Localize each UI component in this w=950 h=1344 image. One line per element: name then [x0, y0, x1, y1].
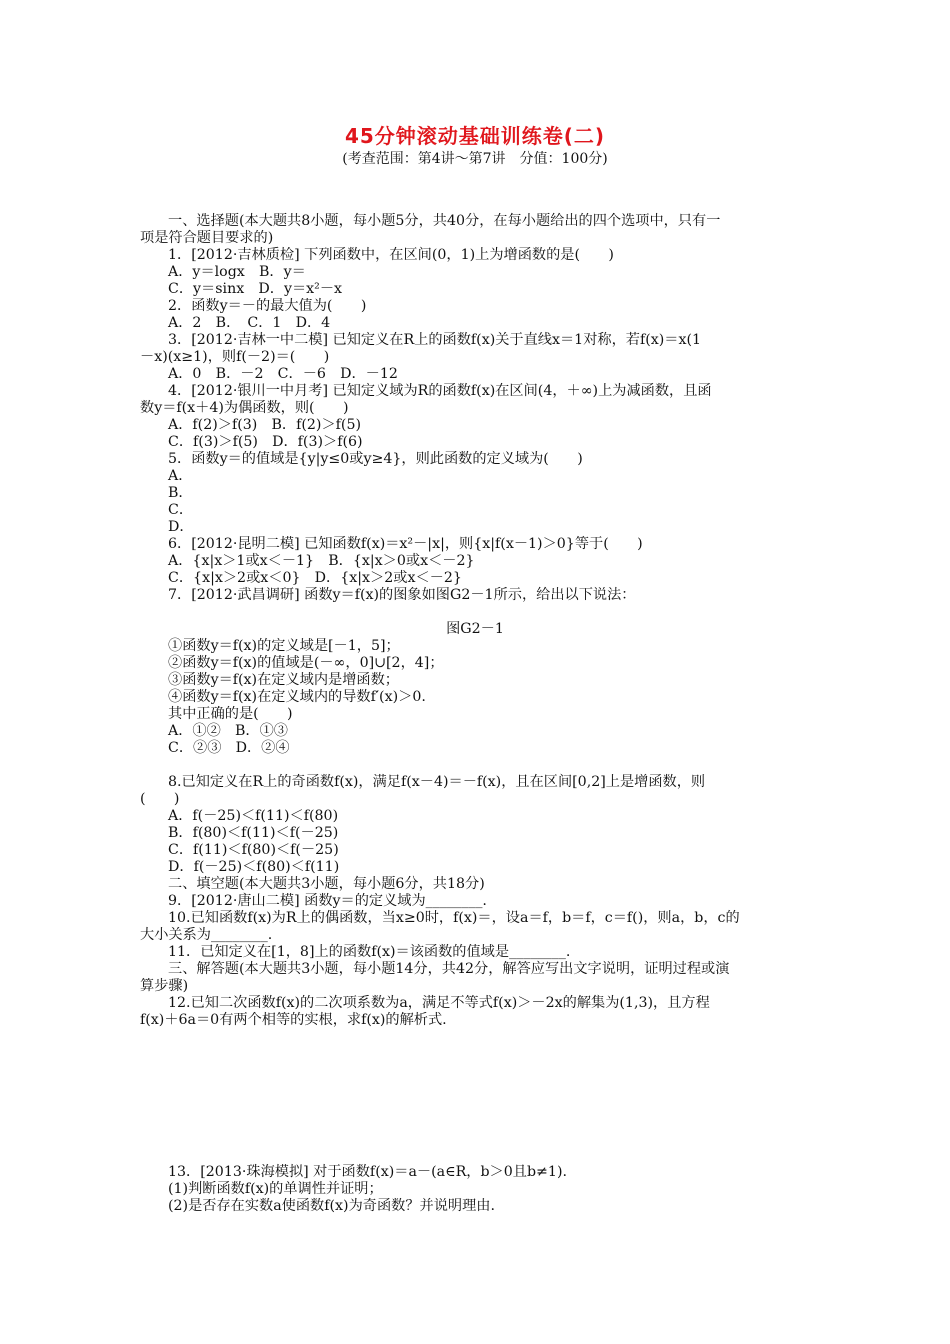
- text-line: C．: [168, 502, 194, 518]
- text-line: 11．已知定义在[1，8]上的函数f(x)＝该函数的值域是________.: [168, 944, 571, 960]
- text-line: f(x)＋6a＝0有两个相等的实根，求f(x)的解析式.: [140, 1012, 447, 1028]
- text-line: 12.已知二次函数f(x)的二次项系数为a，满足不等式f(x)＞－2x的解集为(1,3)，且方程: [168, 995, 710, 1011]
- page-subtitle: (考查范围：第4讲～第7讲 分值：100分): [342, 151, 608, 167]
- text-line: A．f(2)＞f(3) B．f(2)＞f(5): [168, 417, 362, 433]
- text-line: 6．[2012·昆明二模] 已知函数f(x)＝x²－|x|，则{x|f(x－1)＞0}等于( ): [168, 536, 643, 552]
- text-line: 三、解答题(本大题共3小题，每小题14分，共42分，解答应写出文字说明，证明过程或演: [168, 961, 730, 977]
- text-line: －x)(x≥1)，则f(－2)＝( ): [140, 349, 330, 365]
- text-line: 大小关系为________.: [140, 927, 273, 943]
- text-line: 2．函数y＝－的最大值为( ): [168, 298, 367, 314]
- text-line: 10.已知函数f(x)为R上的偶函数，当x≥0时，f(x)＝，设a＝f，b＝f，c＝f()，则a，b，c的: [168, 910, 740, 926]
- text-line: 5．函数y＝的值域是{y|y≤0或y≥4}，则此函数的定义域为( ): [168, 451, 583, 467]
- page-title: 45分钟滚动基础训练卷(二): [344, 124, 606, 148]
- text-line: 一、选择题(本大题共8小题，每小题5分，共40分，在每小题给出的四个选项中，只有一: [168, 213, 721, 229]
- text-line: (2)是否存在实数a使函数f(x)为奇函数？并说明理由.: [168, 1198, 495, 1214]
- text-line: 其中正确的是( ): [168, 706, 293, 722]
- text-line: 算步骤): [140, 978, 189, 994]
- text-line: 1．[2012·吉林质检] 下列函数中，在区间(0，1)上为增函数的是( ): [168, 247, 614, 263]
- text-line: C．②③ D．②④: [168, 740, 290, 756]
- text-line: ( ): [140, 791, 180, 807]
- text-line: B．: [168, 485, 193, 501]
- text-line: 项是符合题目要求的): [140, 230, 274, 246]
- text-line: 二、填空题(本大题共3小题，每小题6分，共18分): [168, 876, 485, 892]
- text-line: ②函数y＝f(x)的值域是(－∞，0]∪[2，4]；: [168, 655, 444, 671]
- text-line: A．0 B．－2 C．－6 D．－12: [168, 366, 398, 382]
- text-line: A．2 B． C．1 D．4: [168, 315, 331, 331]
- text-line: D．: [168, 519, 194, 535]
- text-line: C．f(3)＞f(5) D．f(3)＞f(6): [168, 434, 363, 450]
- text-line: (1)判断函数f(x)的单调性并证明；: [168, 1181, 383, 1197]
- text-line: C．y＝sinx D．y＝x²－x: [168, 281, 343, 297]
- text-line: 13．[2013·珠海模拟] 对于函数f(x)＝a－(a∈R，b＞0且b≠1).: [168, 1164, 567, 1180]
- text-line: A．: [168, 468, 193, 484]
- text-line: 4．[2012·银川一中月考] 已知定义域为R的函数f(x)在区间(4，＋∞)上为减函数，且函: [168, 383, 712, 399]
- text-line: D．f(－25)＜f(80)＜f(11): [168, 859, 340, 875]
- text-line: C．f(11)＜f(80)＜f(－25): [168, 842, 339, 858]
- text-line: ④函数y＝f(x)在定义域内的导数f′(x)＞0.: [168, 689, 426, 705]
- text-line: 8.已知定义在R上的奇函数f(x)，满足f(x－4)＝－f(x)，且在区间[0,2]上是增函数，则: [168, 774, 706, 790]
- text-line: 数y＝f(x＋4)为偶函数，则( ): [140, 400, 349, 416]
- text-line: B．f(80)＜f(11)＜f(－25): [168, 825, 339, 841]
- text-line: A．{x|x＞1或x＜－1} B．{x|x＞0或x＜－2}: [168, 553, 475, 569]
- text-line: ①函数y＝f(x)的定义域是[－1，5]；: [168, 638, 400, 654]
- text-line: C．{x|x＞2或x＜0} D．{x|x＞2或x＜－2}: [168, 570, 462, 586]
- text-line: A．y＝logx B．y＝: [168, 264, 306, 280]
- text-line: A．f(－25)＜f(11)＜f(80): [168, 808, 339, 824]
- text-line: 3．[2012·吉林一中二模] 已知定义在R上的函数f(x)关于直线x＝1对称，若f(x)＝x(1: [168, 332, 702, 348]
- text-line: ③函数y＝f(x)在定义域内是增函数；: [168, 672, 399, 688]
- text-line: A．①② B．①③: [168, 723, 288, 739]
- text-line: 图G2－1: [446, 621, 504, 637]
- text-line: 7．[2012·武昌调研] 函数y＝f(x)的图象如图G2－1所示，给出以下说法：: [168, 587, 636, 603]
- text-line: 9．[2012·唐山二模] 函数y＝的定义域为________.: [168, 893, 487, 909]
